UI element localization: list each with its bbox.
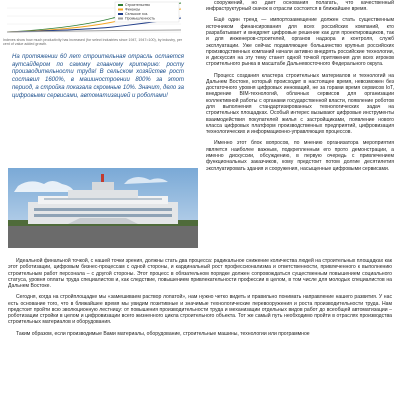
paragraph: сооружений, но дает основания полагать, что качественный инфраструктурный скачок в отрасли состоится в ближайшее время.	[206, 0, 394, 13]
paragraph: Ещё один тренд — импортозамещение должен стать существенным источником финансирования для всех российских компаний, кто разрабатывает и внедряет цифровые решение как для проектировщиков, так и для инженеров-строителей, органов надзора и контроля, служб эксплуатации. Уже сейчас подавляющее большинство крупных российских производственных компаний начали активно внедрять российские технологии, и дискуссия на эту тему станет одной точкой притяжения для всех игроков строительного рынка в масштабе Дальневосточного Федерального округа.	[206, 17, 394, 68]
paragraph: Идеальной финальной точкой, с нашей точки зрения, должны стать два процесса: радикальное снижение количества людей на строительных площадках как этот роботизации, цифровым бизнес-процессам с одной стороны, и кардинальный рост профессионализма и ответственности, привлеченного к выполнению строительным работ персонала – с другой стороны. Этот процесс в обязательном порядке должен сопровождаться существенным повышением социального статуса, уровня оплаты труда специалистов и, как следствие, повышением привлекательности профессии в целом, в том числе для молодых специалистов на Дальнем Востоке.	[8, 258, 392, 290]
legend-label-3: Сельское хоз.	[125, 12, 149, 16]
chart-caption: Indexes show how much productivity has increased (for select industries since 1947, 1947=100), by industry, per cent of value added growth.	[3, 38, 183, 47]
full-width-text	[8, 258, 392, 342]
productivity-chart	[3, 0, 183, 36]
right-column	[206, 0, 394, 177]
building-photo	[8, 168, 198, 248]
legend-label-2: Финансы	[125, 7, 141, 12]
paragraph: Таким образом, если производимые Вами материалы, оборудование, строительные машины, технологии или программное	[16, 330, 310, 337]
pull-quote: На протяжении 60 лет строительная отрасль остается аутсайдером по самому главному критерию: росту производительности труда! В сельском хозяйстве рост составил 1600%, в машиностроении 800% за этот период, а стройка показала скромные 10%. Значит, дело за цифровыми сервисами, автоматизацией и роботами!	[12, 54, 184, 99]
paragraph: Сегодня, когда на стройплощадке мы «замешиваем раствор лопатой», нам нужно четко видеть и правильно понимать направление нашего развития. У нас есть основание того, что в ближайшее время мы увидим позитивные и значимые технологические перевооружения и роста производительности труда. Нам предстоит пройти всю эволюционную лестницу: от повышения производительности труда и механизации отдельных видов работ до всеобщей автоматизации – роботизации стройки в целом и цифровизации всего жизненного цикла строительного объекта. Тот же самый путь необходимо пройти в отраслях производства строительных материалов и оборудования.	[8, 294, 392, 326]
legend-label-4: Промышленность	[125, 16, 155, 21]
legend-label-1: Строительство	[125, 3, 151, 7]
paragraph: Процесс создания кластера строительных материалов и технологий на Дальнем Востоке, который происходит в настоящее время, невозможен без достаточного уровня цифровых инноваций, не за горами время сервисов IoT, внедрение BIM-технологий, облачных сервисов для организации коллективной работы с органами государственной власти, появление роботов для выполнения стандартизированных технологических задач на строительных площадках. Особый интерес вызывают цифровые инструменты взаимодействия покупателей жилья с застройщиками, появление нового класса цифровых платформ производственных предприятий, цифровизация технологических и информационно-управляющих процессов.	[206, 72, 394, 136]
paragraph: Именно этот блок вопросов, по мнению организатора мероприятия является наиболее важным, подкрепленным его прото демонстрации, а именно дискуссии, обсуждению, в первую очередь с привлечением функциональных заказчиков, кому предстоит потом долгие десятилетия эксплуатировать здания и сооружения, насыщенные цифровыми сервисами.	[206, 140, 394, 172]
